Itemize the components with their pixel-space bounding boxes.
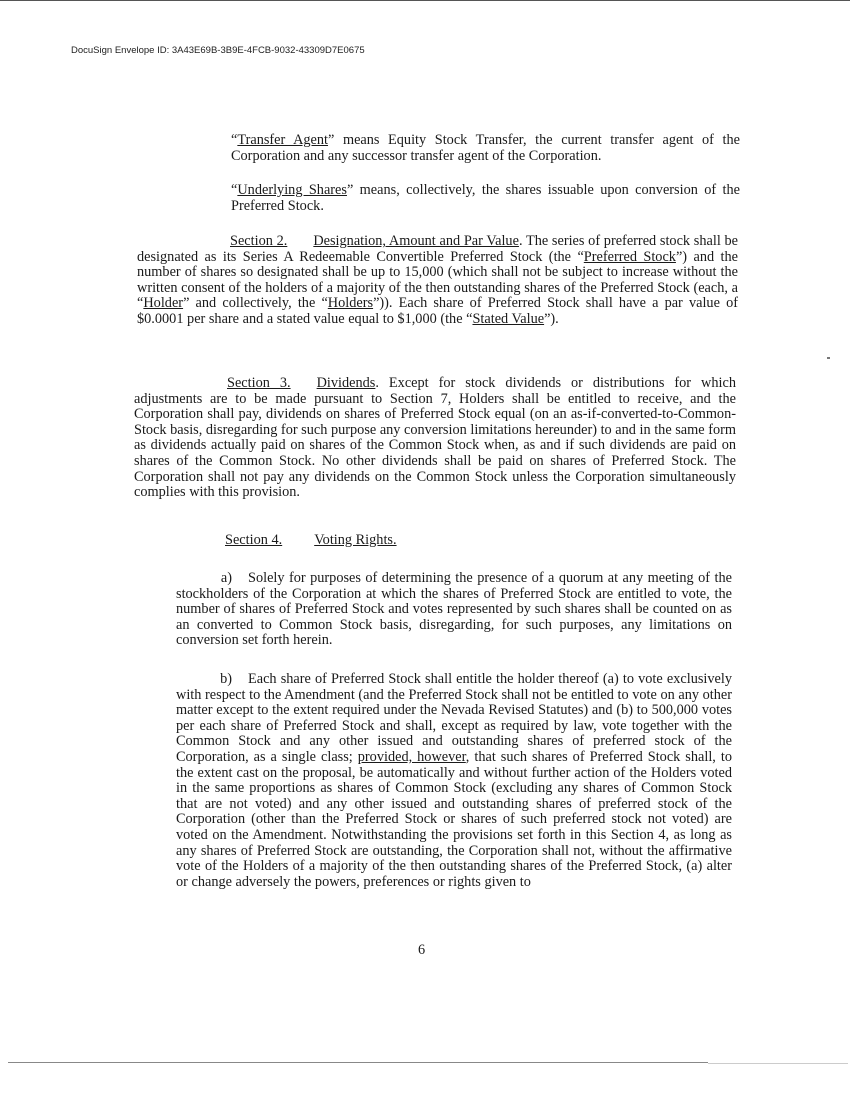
section-4-clause-b [176, 672, 732, 890]
section-2-text-5: ”). [544, 310, 559, 327]
section-2-text-4: ”)). Each share of Preferred Stock shall have a par value of $0.0001 per share and a stated value equal to $1,000 (the “ [137, 295, 738, 327]
bottom-border-faint [708, 1063, 848, 1064]
term-transfer-agent: Transfer Agent [237, 132, 329, 148]
section-2-text-1: . The series of preferred stock shall be designated as its Series A Redeemable Convertible Preferred Stock (the “ [137, 233, 739, 265]
page-number: 6 [418, 942, 426, 958]
section-2-paragraph [137, 234, 738, 328]
section-3-heading: Dividends [316, 375, 376, 391]
definition-underlying-text: ” means, collectively, the shares issuable upon conversion of the Preferred Stock. [231, 182, 740, 214]
top-border [0, 0, 850, 1]
section-2-heading: Designation, Amount and Par Value [313, 233, 519, 249]
clause-a-text: Solely for purposes of determining the presence of a quorum at any meeting of the stockholders of the Corporation at which the shares of Preferred Stock are entitled to vote, the number of shares of Preferred Stock and votes represented by such shares shall be counted on as an converted to Common Stock basis, disregarding, for such purposes, any limitations on conversion set forth herein. [176, 570, 732, 649]
scan-speck [827, 357, 830, 359]
definition-transfer-agent-text: ” means Equity Stock Transfer, the current transfer agent of the Corporation and any successor transfer agent of the Corporation. [231, 132, 740, 164]
term-holders: Holders [327, 295, 374, 312]
section-2-text-3: ” and collectively, the “ [183, 295, 328, 312]
definition-transfer-agent: “Transfer Agent” means Equity Stock Transfer, the current transfer agent of the Corporation and any successor transfer agent of the Corporation. [231, 132, 740, 164]
clause-a-label: a) [220, 570, 232, 586]
section-2-number: Section 2. [230, 233, 288, 249]
section-4-number: Section 4. [225, 532, 283, 548]
section-3-number: Section 3. [227, 375, 291, 391]
clause-b-provided-however: provided, however [357, 748, 466, 765]
bottom-border [8, 1062, 708, 1063]
definition-underlying-shares: “Underlying Shares” means, collectively, the shares issuable upon conversion of the Preferred Stock. [231, 182, 740, 214]
clause-b-text-2: , that such shares of Preferred Stock shall, to the extent cast on the proposal, be automatically and without further action of the Holders voted in the same proportions as shares of Common Stock (excluding any shares of Common Stock that are not voted) and any other issued and outstanding shares of preferred stock of the Corporation (other than the Preferred Stock or shares of such preferred stock not voted) are voted on the Amendment. Notwithstanding the provisions set forth in this Section 4, as long as any shares of Preferred Stock are outstanding, the Corporation shall not, without the affirmative vote of the Holders of a majority of the then outstanding shares of the Preferred Stock, (a) alter or change adversely the powers, preferences or rights given to [176, 748, 732, 890]
docusign-envelope-id: DocuSign Envelope ID: 3A43E69B-3B9E-4FCB-9032-43309D7E0675 [71, 45, 365, 56]
section-4-heading-line [225, 532, 397, 549]
section-3-paragraph [134, 376, 736, 501]
section-2-text-2: ”) and the number of shares so designated shall be up to 15,000 (which shall not be subject to increase without the written consent of the holders of a majority of the then outstanding shares of the Preferred Stock (each, a “ [137, 248, 738, 312]
section-3-text: . Except for stock dividends or distributions for which adjustments are to be made pursuant to Section 7, Holders shall be entitled to receive, and the Corporation shall pay, dividends on shares of Preferred Stock equal (on an as-if-converted-to-Common-Stock basis, disregarding for such purpose any conversion limitations hereunder) to and in the same form as dividends actually paid on shares of the Common Stock when, as and if such dividends are paid on shares of the Common Stock. No other dividends shall be paid on shares of Preferred Stock. The Corporation shall not pay any dividends on the Common Stock unless the Corporation simultaneously complies with this provision. [134, 375, 736, 501]
section-4-clause-a [176, 571, 732, 649]
term-holder: Holder [143, 295, 184, 312]
term-preferred-stock: Preferred Stock [583, 248, 676, 265]
clause-b-text-1: Each share of Preferred Stock shall entitle the holder thereof (a) to vote exclusively with respect to the Amendment (and the Preferred Stock shall not be entitled to vote on any other matter except to the extent required under the Nevada Revised Statutes) and (b) to 500,000 votes per each share of Preferred Stock and shall, except as required by law, vote together with the Common Stock and any other issued and outstanding shares of preferred stock of the Corporation, as a single class; [176, 671, 732, 765]
term-underlying-shares: Underlying Shares [237, 182, 347, 198]
term-stated-value: Stated Value [472, 310, 545, 327]
section-4-heading: Voting Rights. [314, 532, 397, 548]
clause-b-label: b) [220, 671, 232, 687]
